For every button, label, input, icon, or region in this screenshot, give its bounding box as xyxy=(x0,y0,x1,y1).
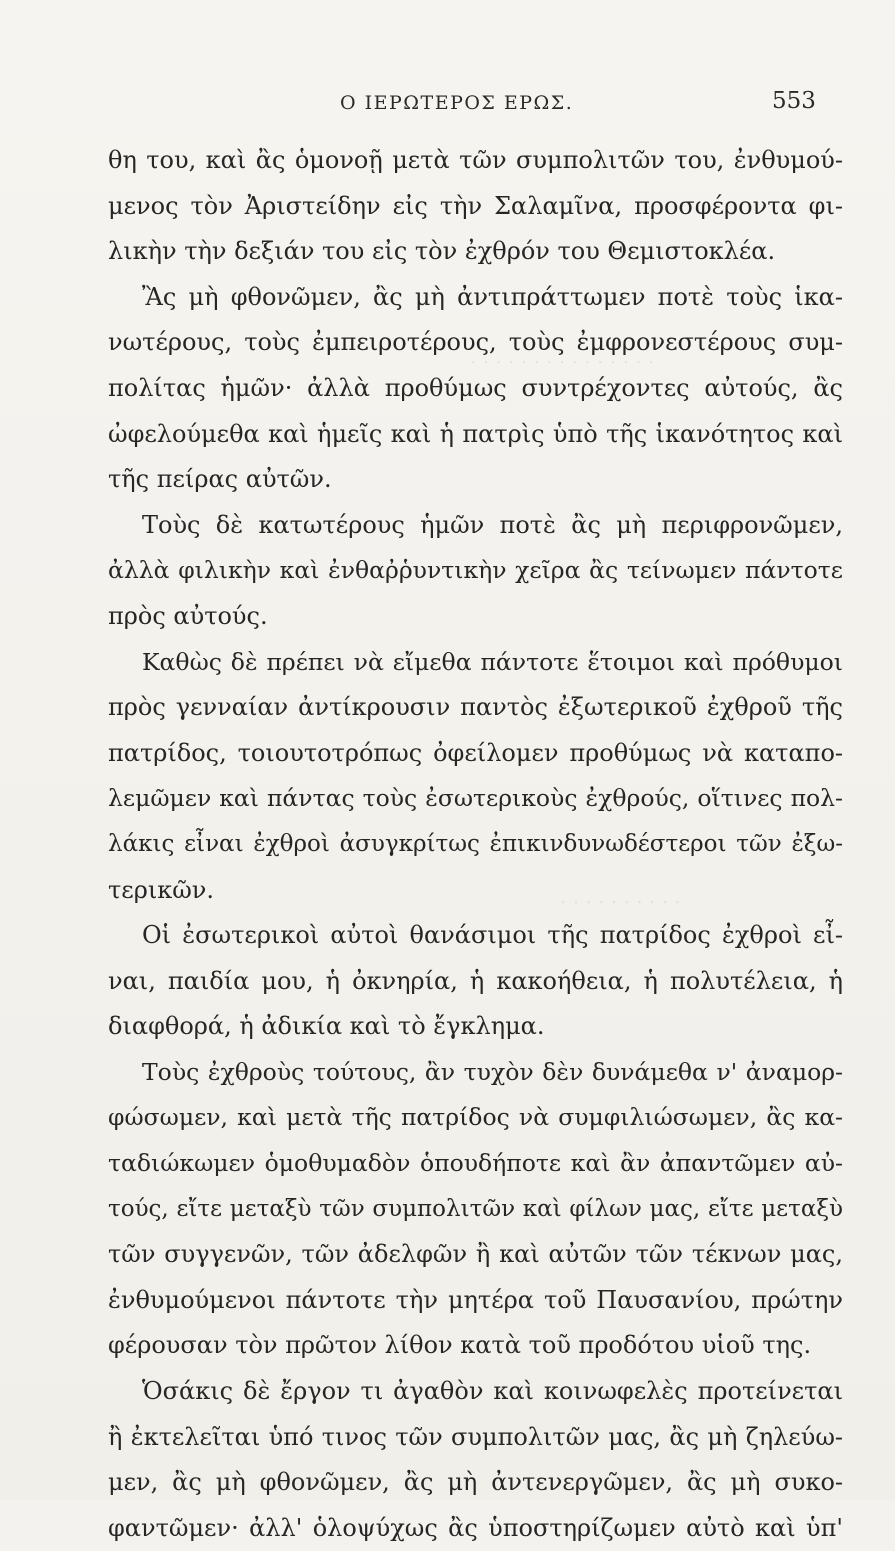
text-line: μεν, ἂς μὴ φθονῶμεν, ἂς μὴ ἀντενεργῶμεν, ἂς μὴ συκο- xyxy=(108,1468,843,1497)
text-line: φαντῶμεν· ἀλλ' ὁλοψύχως ἂς ὑποστηρίζωμεν αὐτὸ καὶ ὑπ' xyxy=(108,1513,843,1542)
text-line: ταδιώκωμεν ὁμοθυμαδὸν ὁπουδήποτε καὶ ἂν ἀπαντῶμεν αὐ- xyxy=(108,1149,843,1178)
text-line: ἢ ἐκτελεῖται ὑπό τινος τῶν συμπολιτῶν μας, ἂς μὴ ζηλεύω- xyxy=(108,1422,843,1451)
text-line: πατρίδος, τοιουτοτρόπως ὀφείλομεν προθύμως νὰ καταπο- xyxy=(108,738,843,767)
page-number: 553 xyxy=(772,88,816,114)
text-line: φέρουσαν τὸν πρῶτον λίθον κατὰ τοῦ προδότου υἱοῦ της. xyxy=(108,1331,812,1360)
page-header xyxy=(0,88,895,120)
text-line: λάκις εἶναι ἐχθροὶ ἀσυγκρίτως ἐπικινδυνωδέστεροι τῶν ἐξω- xyxy=(108,830,843,857)
text-line: Οἱ ἐσωτερικοὶ αὐτοὶ θανάσιμοι τῆς πατρίδος ἐχθροὶ εἶ- xyxy=(142,921,843,950)
text-line: λεμῶμεν καὶ πάντας τοὺς ἐσωτερικοὺς ἐχθρούς, οἵτινες πολ- xyxy=(108,784,843,813)
text-line: Ἂς μὴ φθονῶμεν, ἂς μὴ ἀντιπράττωμεν ποτὲ τοὺς ἱκα- xyxy=(142,282,843,311)
text-line: λικὴν τὴν δεξιάν του εἰς τὸν ἐχθρόν του Θεμιστοκλέα. xyxy=(108,237,776,266)
text-line: τῶν συγγενῶν, τῶν ἀδελφῶν ἢ καὶ αὐτῶν τῶν τέκνων μας, xyxy=(108,1240,843,1269)
text-line: πρὸς αὐτούς. xyxy=(108,601,268,630)
text-line: Τοὺς ἐχθροὺς τούτους, ἂν τυχὸν δὲν δυνάμεθα ν' ἀναμορ- xyxy=(142,1057,843,1086)
body-text xyxy=(108,138,843,1551)
text-line: τούς, εἴτε μεταξὺ τῶν συμπολιτῶν καὶ φίλων μας, εἴτε μεταξὺ xyxy=(108,1195,843,1222)
text-line: μενος τὸν Ἀριστείδην εἰς τὴν Σαλαμῖνα, προσφέροντα φι- xyxy=(108,191,843,220)
text-line: Καθὼς δὲ πρέπει νὰ εἴμεθα πάντοτε ἕτοιμοι καὶ πρόθυμοι xyxy=(142,647,843,676)
text-line: Ὁσάκις δὲ ἔργον τι ἀγαθὸν καὶ κοινωφελὲς προτείνεται xyxy=(142,1377,843,1406)
text-line: θη του, καὶ ἂς ὁμονοῇ μετὰ τῶν συμπολιτῶν του, ἐνθυμού- xyxy=(108,146,843,174)
text-line: πρὸς γενναίαν ἀντίκρουσιν παντὸς ἐξωτερικοῦ ἐχθροῦ τῆς xyxy=(108,693,843,722)
text-line: τῆς πείρας αὐτῶν. xyxy=(108,465,332,494)
show-through-text: · · · · · · · · · · · · · · · xyxy=(470,350,655,374)
text-line: ἀλλὰ φιλικὴν καὶ ἐνθαῤῥυντικὴν χεῖρα ἂς τείνωμεν πάντοτε xyxy=(108,556,843,585)
text-line: Τοὺς δὲ κατωτέρους ἡμῶν ποτὲ ἂς μὴ περιφρονῶμεν, xyxy=(142,510,843,539)
text-line: τερικῶν. xyxy=(108,875,215,904)
text-line: πολίτας ἡμῶν· ἀλλὰ προθύμως συντρέχοντες αὐτούς, ἂς xyxy=(108,373,843,402)
text-line: ὠφελούμεθα καὶ ἡμεῖς καὶ ἡ πατρὶς ὑπὸ τῆς ἱκανότητος καὶ xyxy=(108,419,843,448)
text-line: ναι, παιδία μου, ἡ ὀκνηρία, ἡ κακοήθεια, ἡ πολυτέλεια, ἡ xyxy=(108,966,843,995)
show-through-text: · · · · · · · · · · xyxy=(560,890,681,914)
text-line: ἐνθυμούμενοι πάντοτε τὴν μητέρα τοῦ Παυσανίου, πρώτην xyxy=(108,1285,843,1314)
text-line: φώσωμεν, καὶ μετὰ τῆς πατρίδος νὰ συμφιλιώσωμεν, ἂς κα- xyxy=(108,1103,843,1132)
running-title: Ο ΙΕΡΩΤΕΡΟΣ ΕΡΩΣ. xyxy=(340,92,574,114)
text-line: διαφθορά, ἡ ἀδικία καὶ τὸ ἔγκλημα. xyxy=(108,1012,545,1041)
text-line: νωτέρους, τοὺς ἐμπειροτέρους, τοὺς ἐμφρονεστέρους συμ- xyxy=(108,328,843,357)
